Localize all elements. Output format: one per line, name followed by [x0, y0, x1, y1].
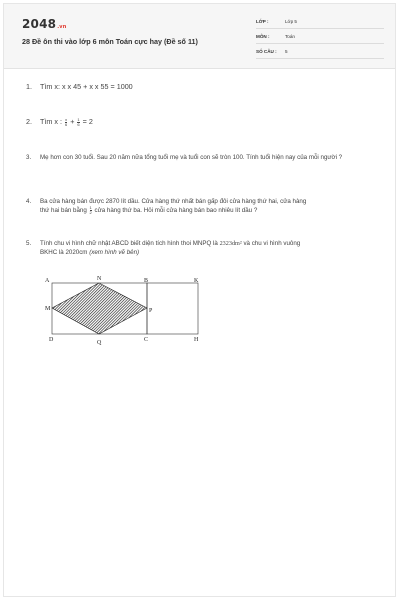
- question-3: [26, 153, 380, 162]
- document-page: [3, 3, 396, 597]
- site-logo[interactable]: 2048.vn: [22, 17, 67, 31]
- point-b-label: B: [144, 278, 149, 284]
- point-a-label: A: [45, 278, 50, 284]
- question-number: 3.: [26, 154, 32, 161]
- document-header: [4, 4, 395, 69]
- meta-subject: [256, 31, 384, 44]
- question-2: [26, 117, 380, 127]
- question-text: Mẹ hơn con 30 tuổi. Sau 20 năm nữa tổng tuổi mẹ và tuổi con sẽ tròn 100. Tính tuổi hiện nay của mỗi người ?: [40, 154, 343, 161]
- fraction: $\frac{1}{6}$: [77, 116, 80, 127]
- point-m-label: M: [45, 306, 51, 312]
- question-number: 4.: [26, 198, 32, 205]
- question-text: Tìm x: x x 45 + x x 55 = 1000: [40, 82, 133, 91]
- question-1: [26, 82, 380, 91]
- subject-value: Toán: [285, 34, 295, 39]
- class-value: Lớp 5: [285, 19, 297, 24]
- fraction: $\frac{1}{2}$: [89, 205, 92, 216]
- question-number: 2.: [26, 117, 32, 126]
- subject-label: MÔN :: [256, 34, 270, 39]
- question-4: [26, 197, 380, 216]
- fraction: $\frac{x}{6}$: [64, 116, 68, 127]
- question-text: Ba cửa hàng bán được 2870 lít dầu. Cửa hàng thứ nhất bán gấp đôi cửa hàng thứ hai, cửa hàng thứ hai bán bằng $\frac{1}{2}$ cửa hàng thứ ba. Hỏi mỗi cửa hàng bán bao nhiêu lít dầu ?: [40, 198, 307, 216]
- meta-count: [256, 46, 384, 59]
- point-c-label: C: [144, 337, 149, 343]
- geometry-figure: [42, 274, 202, 346]
- point-h-label: H: [194, 337, 199, 343]
- point-n-label: N: [97, 276, 102, 282]
- question-text: Tìm x : $\frac{x}{6}$ + $\frac{1}{6}$ = 2: [40, 116, 93, 127]
- rhombus-mnpq: [52, 283, 147, 334]
- point-k-label: K: [194, 278, 199, 284]
- count-value: 5: [285, 49, 288, 54]
- document-title: 28 Đề ôn thi vào lớp 6 môn Toán cực hay (Đề số 11): [22, 37, 198, 46]
- figure-svg: [42, 274, 202, 346]
- square-bkhc: [147, 283, 198, 334]
- meta-class: [256, 16, 384, 29]
- point-p-label: P: [149, 308, 153, 314]
- point-q-label: Q: [97, 340, 102, 346]
- class-label: LỚP :: [256, 19, 269, 24]
- question-number: 1.: [26, 82, 32, 91]
- question-number: 5.: [26, 240, 32, 247]
- question-text: Tính chu vi hình chữ nhật ABCD biết diện tích hình thoi MNPQ là 2323dm² và chu vi hình vuông BKHC là 2020cm (xem hình vẽ bên): [40, 240, 301, 257]
- question-5: [26, 239, 380, 258]
- point-d-label: D: [49, 337, 54, 343]
- count-label: SỐ CÂU :: [256, 49, 277, 54]
